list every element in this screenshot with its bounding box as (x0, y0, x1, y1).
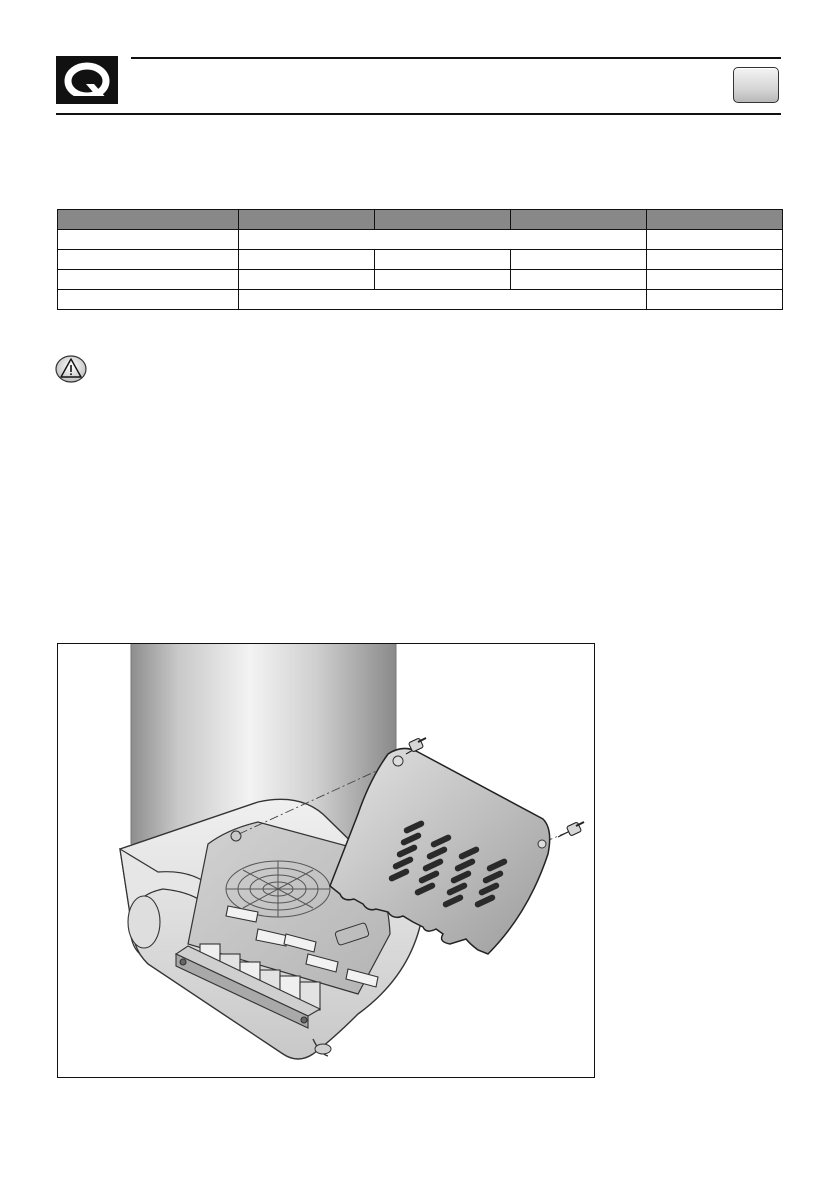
table-cell (375, 250, 511, 270)
cover-plate-illustration (58, 644, 595, 1078)
table-cell (58, 230, 239, 250)
installation-figure (57, 643, 595, 1078)
table-cell (511, 250, 647, 270)
table-cell-merged (239, 230, 647, 250)
table-header-cell (647, 210, 783, 230)
table-cell (239, 250, 375, 270)
language-tab[interactable] (733, 67, 779, 103)
table-header-cell (511, 210, 647, 230)
table-cell (375, 270, 511, 290)
table-header-cell (239, 210, 375, 230)
table-row (58, 250, 783, 270)
table-header-cell (375, 210, 511, 230)
header-bottom-rule (56, 113, 781, 115)
table-cell (647, 270, 783, 290)
table-cell (239, 270, 375, 290)
table-cell (647, 230, 783, 250)
spec-table (57, 209, 783, 310)
table-header-row (58, 210, 783, 230)
warning-triangle-icon (55, 355, 87, 383)
screw-right (558, 822, 584, 837)
table-cell (58, 290, 239, 310)
table-cell-merged (239, 290, 647, 310)
table-cell (511, 270, 647, 290)
table-header-cell (58, 210, 239, 230)
quick-logo (56, 56, 118, 104)
header-top-rule (131, 57, 781, 59)
table-cell (58, 270, 239, 290)
table-row (58, 270, 783, 290)
table-cell (58, 250, 239, 270)
table-row (58, 290, 783, 310)
table-row (58, 230, 783, 250)
table-cell (647, 290, 783, 310)
table-cell (647, 250, 783, 270)
